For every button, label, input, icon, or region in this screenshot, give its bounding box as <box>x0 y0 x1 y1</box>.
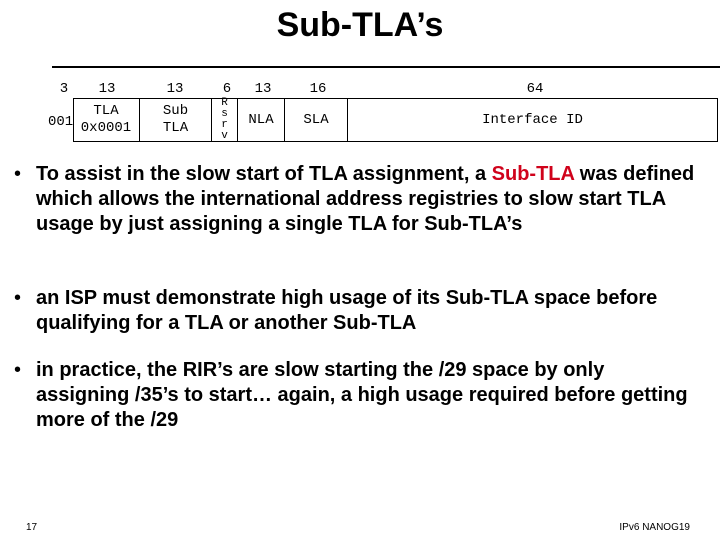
rsrv-letter: s <box>221 108 228 120</box>
title-underline <box>52 66 720 68</box>
interface-id-label: Interface ID <box>482 111 583 128</box>
bit-width-label: 13 <box>166 81 184 97</box>
interface-id-field <box>348 98 718 142</box>
bit-width-label: 13 <box>254 81 272 97</box>
bullet-text: in practice, the RIR’s are slow starting the /29 space by only assigning /35’s to start… again, a high usage required before getting more of the /29 <box>36 359 688 431</box>
slide-title: Sub-TLA’s <box>276 6 444 44</box>
sla-label: SLA <box>303 111 329 128</box>
tla-field-value: 0x0001 <box>80 120 132 136</box>
nla-field <box>238 98 285 142</box>
prefix-label: 001 <box>48 114 74 130</box>
bit-width-label: 13 <box>98 81 116 97</box>
sub-tla-line2: TLA <box>162 120 189 136</box>
bit-width-label: 16 <box>309 81 327 97</box>
tla-field <box>73 98 140 142</box>
bit-width-label: 64 <box>526 81 544 97</box>
bullet-text: an ISP must demonstrate high usage of its Sub-TLA space before qualifying for a TLA or another Sub-TLA <box>36 287 658 334</box>
sub-tla-field <box>140 98 212 142</box>
rsrv-letter: v <box>221 130 228 142</box>
rsrv-letter: r <box>221 119 228 131</box>
nla-label: NLA <box>248 111 274 128</box>
footer-label: IPv6 NANOG19 <box>619 522 690 533</box>
sla-field <box>285 98 348 142</box>
bit-width-label: 6 <box>222 81 232 97</box>
rsrv-field <box>212 98 238 142</box>
highlighted-term: Sub-TLA <box>491 163 575 185</box>
bullet-icon: • <box>14 359 22 381</box>
tla-field-name: TLA <box>93 103 119 119</box>
bullet-text: To assist in the slow start of TLA assignment, a Sub-TLA was defined which allows the international address registries to slow start TLA usage by just assigning a single TLA for Sub-TLA’s <box>36 163 695 235</box>
page-number: 17 <box>26 522 38 533</box>
rsrv-letter: R <box>221 97 228 109</box>
bullet-icon: • <box>14 287 22 309</box>
sub-tla-line1: Sub <box>162 103 189 119</box>
bit-width-label: 3 <box>59 81 69 97</box>
bullet-icon: • <box>14 163 22 185</box>
